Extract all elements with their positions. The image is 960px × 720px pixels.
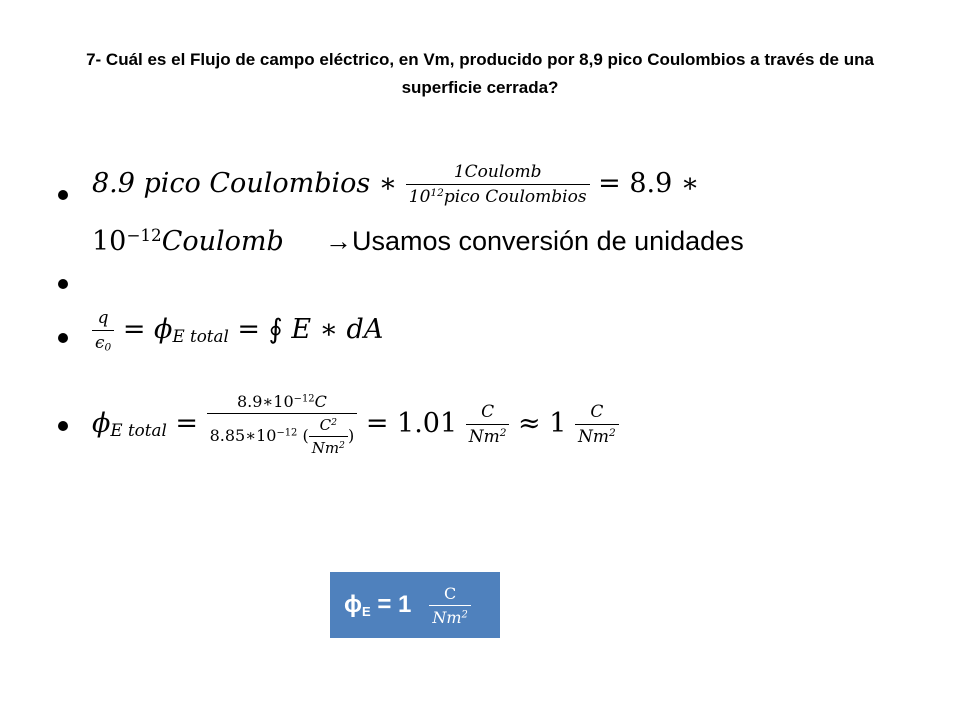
eq3-unit-den-wrap [466,425,510,447]
eq2-den-sub: 0 [104,341,112,354]
eq3-num-unit: C [314,392,327,411]
eq1-line2-exp: −12 [126,224,162,245]
conversion-note: Usamos conversión de unidades [351,226,744,256]
eq2-denominator [92,331,114,353]
answer-unit-den-exp: 2 [461,609,468,621]
eq1-line2-unit: Coulomb [161,226,284,257]
eq2-equals-2: = [228,314,269,345]
answer-unit-den-wrap [429,606,470,627]
eq3-phi: ϕ [92,408,111,439]
bullet-3 [58,333,68,343]
eq1-den-rest: pico Coulombios [443,187,587,207]
answer-unit-num: C [429,584,470,606]
eq3-main-fraction [207,392,358,457]
eq1-denominator [406,185,590,207]
eq3-numerator [207,392,358,414]
eq2-phi: ϕ [154,314,173,345]
equation-flux [92,392,619,457]
eq2-fraction [92,308,114,353]
eq3-inner-den-exp: 2 [339,439,345,451]
eq3-inner-num-exp: 2 [331,416,338,428]
eq3-unit2-fraction [575,402,619,447]
eq3-unit-den-exp: 2 [499,427,507,440]
eq3-unit2-den-exp: 2 [608,427,616,440]
bullet-2-empty [58,279,68,289]
question-title: 7- Cuál es el Flujo de campo eléctrico, en Vm, producido por 8,9 pico Coulombios a través de una superficie cerrada? [86,50,874,97]
eq3-inner-denominator [309,437,348,457]
eq3-inner-den: Nm [311,439,340,457]
eq3-den-close: ) [347,426,355,445]
eq3-unit-num: C [466,402,510,425]
eq3-equals: = [166,408,207,439]
arrow-icon: → [324,226,352,256]
eq2-phi-sub: E total [172,326,229,347]
answer-symbol: ϕ [344,591,362,618]
eq2-den-sym: ϵ [95,333,105,353]
eq1-numerator: 1Coulomb [406,162,590,185]
eq1-den-exp: 12 [430,187,444,200]
eq3-phi-sub: E total [110,420,167,441]
answer-box [330,572,500,638]
bullet-1 [58,190,68,200]
eq3-den-exp: −12 [276,427,298,439]
eq3-denominator [207,414,358,457]
eq3-unit2-num: C [575,402,619,425]
eq2-numerator: q [92,308,114,331]
eq1-den-base: 10 [408,187,431,207]
equation-gauss [92,308,383,353]
eq3-unit-den: Nm [468,427,500,447]
contour-integral-symbol: ∮ [268,314,283,345]
eq2-equals: = [122,314,155,345]
eq3-den-coef: 8.85∗10 [209,426,277,445]
answer-value: = 1 [370,591,412,618]
eq3-num-exp: −12 [293,393,315,405]
bullet-4 [58,421,68,431]
eq3-result: = 1.01 [365,408,466,439]
eq3-inner-numerator [309,416,348,437]
eq3-den-open: ( [297,426,309,445]
eq3-inner-fraction [309,416,348,457]
equation-conversion [92,162,699,207]
answer-unit-den: Nm [432,607,462,627]
eq3-unit-fraction [466,402,510,447]
eq1-fraction [406,162,590,207]
eq1-rhs: = 8.9 ∗ [598,168,700,199]
answer-unit-fraction [429,584,470,627]
eq3-unit2-den: Nm [577,427,609,447]
eq3-num-coef: 8.9∗10 [236,392,294,411]
eq1-lhs: 8.9 pico Coulombios ∗ [92,168,398,199]
answer-label [344,591,411,619]
equation-conversion-line2 [92,226,744,257]
eq3-approx: ≈ 1 [518,408,575,439]
eq2-integrand: E ∗ dA [291,314,384,345]
eq3-unit2-den-wrap [575,425,619,447]
eq1-line2-base: 10 [92,226,127,257]
answer-sub: E [362,604,371,619]
eq3-inner-num: C [319,416,332,434]
